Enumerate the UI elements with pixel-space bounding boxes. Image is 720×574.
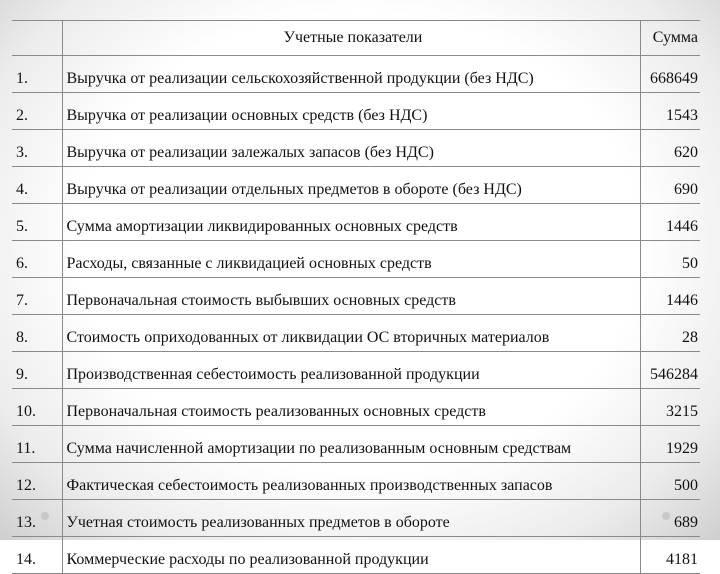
table-row xyxy=(12,93,700,130)
row-number: 5. xyxy=(12,204,62,241)
table-row xyxy=(12,204,700,241)
row-number: 8. xyxy=(12,315,62,352)
table-row xyxy=(12,500,700,537)
header-number-cell xyxy=(12,21,62,56)
row-sum: 620 xyxy=(640,130,700,167)
row-number: 6. xyxy=(12,241,62,278)
row-sum: 28 xyxy=(640,315,700,352)
row-sum: 1929 xyxy=(640,426,700,463)
row-number: 9. xyxy=(12,352,62,389)
row-indicator: Стоимость оприходованных от ликвидации ОС вторичных материалов xyxy=(62,315,640,352)
table-row xyxy=(12,167,700,204)
table-row xyxy=(12,130,700,167)
row-sum: 4181 xyxy=(640,537,700,574)
row-indicator: Расходы, связанные с ликвидацией основных средств xyxy=(62,241,640,278)
row-sum: 500 xyxy=(640,463,700,500)
decorative-dot-left xyxy=(41,512,49,520)
row-sum: 668649 xyxy=(640,56,700,93)
row-sum: 546284 xyxy=(640,352,700,389)
decorative-dot-right xyxy=(662,512,670,520)
row-indicator: Выручка от реализации сельскохозяйственной продукции (без НДС) xyxy=(62,56,640,93)
row-sum: 1446 xyxy=(640,204,700,241)
row-indicator: Выручка от реализации отдельных предметов в обороте (без НДС) xyxy=(62,167,640,204)
row-number: 3. xyxy=(12,130,62,167)
row-number: 12. xyxy=(12,463,62,500)
table-row xyxy=(12,56,700,93)
table-row xyxy=(12,352,700,389)
row-number: 7. xyxy=(12,278,62,315)
table-header-row xyxy=(12,21,700,56)
row-number: 4. xyxy=(12,167,62,204)
row-number: 13. xyxy=(12,500,62,537)
row-indicator: Сумма начисленной амортизации по реализованным основным средствам xyxy=(62,426,640,463)
table-row xyxy=(12,278,700,315)
table-row xyxy=(12,389,700,426)
table-row xyxy=(12,315,700,352)
row-number: 1. xyxy=(12,56,62,93)
header-sum-cell: Сумма xyxy=(640,21,700,56)
row-number: 14. xyxy=(12,537,62,574)
row-indicator: Выручка от реализации залежалых запасов (без НДС) xyxy=(62,130,640,167)
row-indicator: Выручка от реализации основных средств (без НДС) xyxy=(62,93,640,130)
table-row xyxy=(12,463,700,500)
row-sum: 1446 xyxy=(640,278,700,315)
row-sum: 50 xyxy=(640,241,700,278)
row-number: 11. xyxy=(12,426,62,463)
row-sum: 1543 xyxy=(640,93,700,130)
table-row xyxy=(12,241,700,278)
row-indicator: Сумма амортизации ликвидированных основных средств xyxy=(62,204,640,241)
row-indicator: Фактическая себестоимость реализованных производственных запасов xyxy=(62,463,640,500)
table-row xyxy=(12,537,700,574)
row-number: 10. xyxy=(12,389,62,426)
row-number: 2. xyxy=(12,93,62,130)
row-sum: 689 xyxy=(640,500,700,537)
row-sum: 3215 xyxy=(640,389,700,426)
row-indicator: Первоначальная стоимость реализованных основных средств xyxy=(62,389,640,426)
row-indicator: Коммерческие расходы по реализованной продукции xyxy=(62,537,640,574)
accounting-indicators-table xyxy=(12,20,700,574)
row-indicator: Учетная стоимость реализованных предметов в обороте xyxy=(62,500,640,537)
table-row xyxy=(12,426,700,463)
row-indicator: Первоначальная стоимость выбывших основных средств xyxy=(62,278,640,315)
row-indicator: Производственная себестоимость реализованной продукции xyxy=(62,352,640,389)
header-indicators-cell: Учетные показатели xyxy=(62,21,640,56)
row-sum: 690 xyxy=(640,167,700,204)
